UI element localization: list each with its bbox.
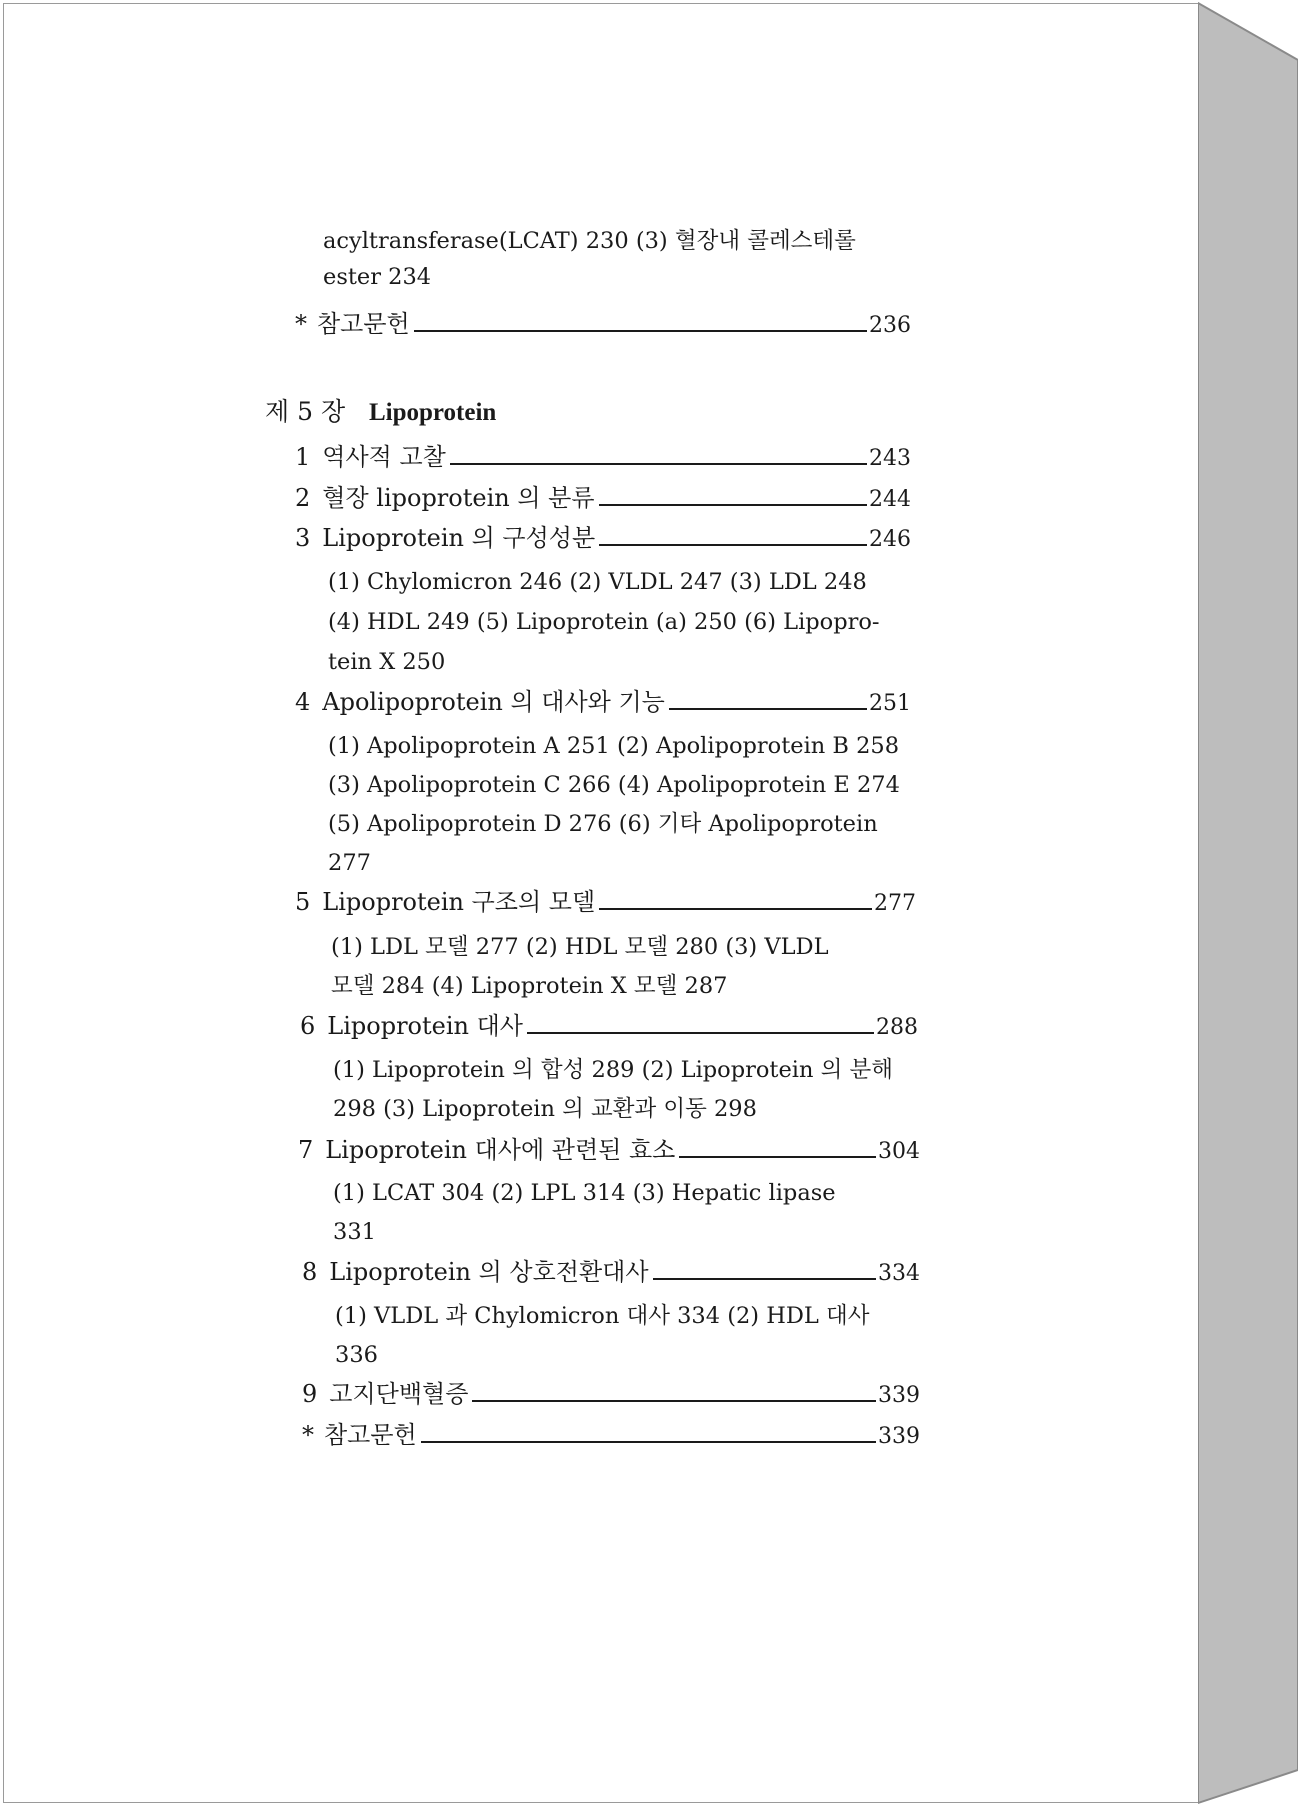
sub-line: (3) Apolipoprotein C 266 (4) Apolipoprotein E 274 bbox=[328, 772, 900, 798]
dot-leader bbox=[599, 504, 867, 506]
dot-leader bbox=[599, 908, 872, 910]
toc-entry-references-1[interactable] bbox=[295, 308, 911, 342]
sub-line: (1) LCAT 304 (2) LPL 314 (3) Hepatic lipase bbox=[333, 1180, 836, 1206]
entry-page: 236 bbox=[869, 313, 911, 338]
chapter-label: 제 5 장 bbox=[265, 397, 346, 426]
sub-line: 모델 284 (4) Lipoprotein X 모델 287 bbox=[331, 973, 728, 999]
entry-title: Lipoprotein 대사에 관련된 효소 bbox=[325, 1136, 676, 1164]
sub-line: 298 (3) Lipoprotein 의 교환과 이동 298 bbox=[333, 1096, 757, 1122]
entry-page: 339 bbox=[878, 1424, 920, 1449]
entry-page: 244 bbox=[869, 487, 911, 512]
entry-page: 304 bbox=[878, 1139, 920, 1164]
bullet-marker: * bbox=[295, 310, 307, 338]
continuation-line-2: ester 234 bbox=[323, 264, 432, 290]
sub-line: (1) Lipoprotein 의 합성 289 (2) Lipoprotein 의 분해 bbox=[333, 1057, 893, 1083]
dot-leader bbox=[414, 330, 867, 332]
entry-title: 참고문헌 bbox=[324, 1421, 417, 1449]
sub-line: (5) Apolipoprotein D 276 (6) 기타 Apolipoprotein bbox=[328, 811, 878, 837]
entry-number: 8 bbox=[302, 1258, 318, 1286]
toc-entry-2[interactable] bbox=[295, 482, 911, 516]
toc-entry-5[interactable] bbox=[295, 886, 916, 920]
entry-number: 7 bbox=[298, 1136, 314, 1164]
sub-line: tein X 250 bbox=[328, 649, 446, 675]
toc-entry-6[interactable] bbox=[300, 1010, 918, 1044]
entry-page: 334 bbox=[878, 1261, 920, 1286]
entry-number: 2 bbox=[295, 484, 311, 512]
entry-page: 243 bbox=[869, 446, 911, 471]
entry-title: Lipoprotein 대사 bbox=[327, 1012, 523, 1040]
entry-page: 339 bbox=[878, 1383, 920, 1408]
entry-page: 277 bbox=[874, 891, 916, 916]
dot-leader bbox=[679, 1156, 876, 1158]
entry-title: 역사적 고찰 bbox=[322, 443, 446, 471]
sub-line: 277 bbox=[328, 850, 371, 876]
chapter-heading bbox=[265, 397, 496, 428]
sub-line: (1) VLDL 과 Chylomicron 대사 334 (2) HDL 대사 bbox=[335, 1303, 870, 1329]
bullet-marker: * bbox=[302, 1421, 314, 1449]
toc-entry-7[interactable] bbox=[298, 1134, 920, 1168]
entry-page: 246 bbox=[869, 527, 911, 552]
dot-leader bbox=[450, 463, 867, 465]
dot-leader bbox=[669, 708, 867, 710]
dot-leader bbox=[527, 1032, 874, 1034]
entry-title: 혈장 lipoprotein 의 분류 bbox=[322, 484, 595, 512]
sub-line: 331 bbox=[333, 1219, 376, 1245]
entry-page: 251 bbox=[869, 691, 911, 716]
sub-line: (4) HDL 249 (5) Lipoprotein (a) 250 (6) Lipopro- bbox=[328, 609, 880, 635]
entry-title: 참고문헌 bbox=[317, 310, 410, 338]
chapter-title: Lipoprotein bbox=[368, 399, 497, 426]
sub-line: (1) Chylomicron 246 (2) VLDL 247 (3) LDL 248 bbox=[328, 569, 867, 595]
entry-title: Apolipoprotein 의 대사와 기능 bbox=[322, 688, 665, 716]
toc-entry-4[interactable] bbox=[295, 686, 911, 720]
entry-title: Lipoprotein 의 상호전환대사 bbox=[329, 1258, 649, 1286]
sub-line: 336 bbox=[335, 1342, 378, 1368]
entry-title: 고지단백혈증 bbox=[329, 1380, 469, 1408]
entry-number: 5 bbox=[295, 888, 311, 916]
entry-page: 288 bbox=[876, 1015, 918, 1040]
dot-leader bbox=[653, 1278, 876, 1280]
entry-number: 9 bbox=[302, 1380, 318, 1408]
dot-leader bbox=[599, 544, 867, 546]
continuation-line-1: acyltransferase(LCAT) 230 (3) 혈장내 콜레스테롤 bbox=[323, 228, 856, 254]
entry-number: 4 bbox=[295, 688, 311, 716]
entry-title: Lipoprotein 구조의 모델 bbox=[322, 888, 596, 916]
entry-title: Lipoprotein 의 구성성분 bbox=[322, 524, 596, 552]
entry-number: 1 bbox=[295, 443, 311, 471]
toc-entry-8[interactable] bbox=[302, 1256, 920, 1290]
sub-line: (1) LDL 모델 277 (2) HDL 모델 280 (3) VLDL bbox=[331, 934, 829, 960]
entry-number: 3 bbox=[295, 524, 311, 552]
page-stack-edge bbox=[1198, 0, 1298, 1806]
entry-number: 6 bbox=[300, 1012, 316, 1040]
sub-line: (1) Apolipoprotein A 251 (2) Apolipoprotein B 258 bbox=[328, 733, 900, 759]
toc-entry-1[interactable] bbox=[295, 441, 911, 475]
dot-leader bbox=[472, 1400, 876, 1402]
toc-entry-3[interactable] bbox=[295, 522, 911, 556]
toc-entry-9[interactable] bbox=[302, 1378, 920, 1412]
dot-leader bbox=[421, 1441, 876, 1443]
toc-entry-references-2[interactable] bbox=[302, 1419, 920, 1453]
